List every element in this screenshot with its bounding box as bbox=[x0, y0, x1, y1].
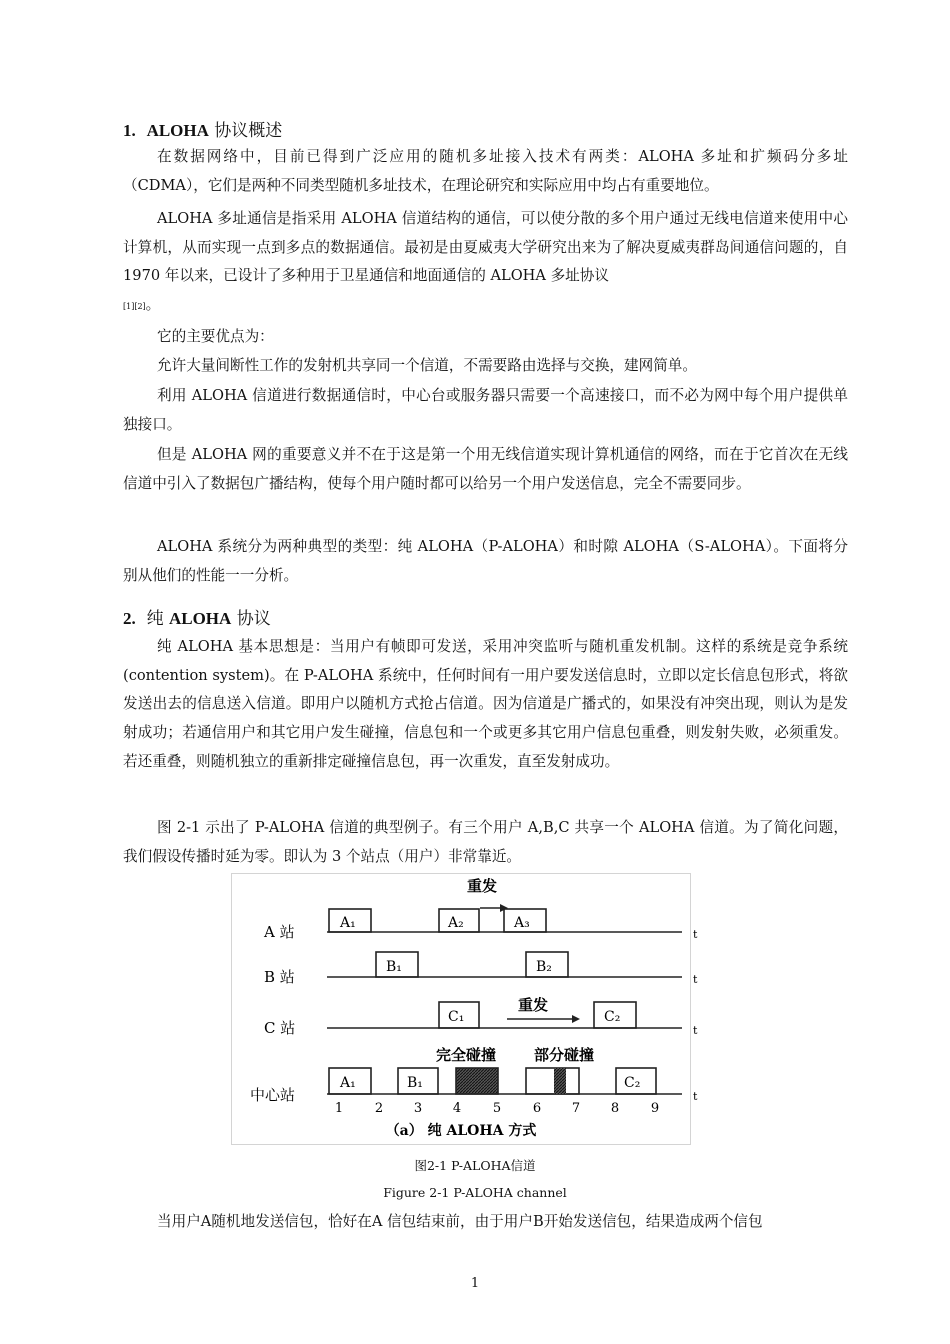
axis-t: t bbox=[693, 928, 698, 941]
figure-p-aloha bbox=[231, 873, 698, 1145]
paragraph: 当用户A随机地发送信包，恰好在A 信包结束前，由于用户B开始发送信包，结果造成两个信包 bbox=[157, 1213, 763, 1230]
paragraph: ALOHA 系统分为两种典型的类型：纯 ALOHA（P-ALOHA）和时隙 ALOHA（S-ALOHA）。下面将分别从他们的性能一一分析。 bbox=[123, 538, 848, 584]
packet-label: B₂ bbox=[536, 959, 552, 975]
section-1-heading: 1. ALOHA 协议概述 bbox=[123, 121, 283, 141]
full-collision-block bbox=[456, 1068, 498, 1094]
paragraph: 纯 ALOHA 基本思想是：当用户有帧即可发送，采用冲突监听与随机重发机制。这样的系统是竞争系统(contention system)。在 P-ALOHA 系统中，任何时间有一用户要发送信息时，立即以定长信息包形式，将欲发送出去的信息送入信道。即用户以随机方式抢占信道。因为信道是广播式的，如果没有冲突出现，则认为是发射成功；若通信用户和其它用户发生碰撞，信息包和一个或更多其它用户信息包重叠，则发射失败，必须重发。若还重叠，则随机独立的重新排定碰撞信息包，再一次重发，直至发射成功。 bbox=[123, 638, 848, 770]
packet-center-partial bbox=[526, 1068, 579, 1094]
axis-t: t bbox=[693, 1024, 698, 1037]
figure-caption-en: Figure 2-1 P-ALOHA channel bbox=[383, 1185, 567, 1200]
axis-t: t bbox=[693, 973, 698, 986]
tick-label: 7 bbox=[571, 1101, 581, 1116]
full-collision-label: 完全碰撞 bbox=[436, 1046, 497, 1064]
packet-label: C₁ bbox=[448, 1009, 465, 1025]
citation: [1][2] bbox=[123, 302, 146, 312]
row-label-center: 中心站 bbox=[250, 1086, 296, 1104]
packet-label: C₂ bbox=[604, 1009, 621, 1025]
packet-label: B₁ bbox=[407, 1075, 423, 1091]
paragraph: 在数据网络中，目前已得到广泛应用的随机多址接入技术有两类：ALOHA 多址和扩频码分多址（CDMA），它们是两种不同类型随机多址技术，在理论研究和实际应用中均占有重要地位。 bbox=[123, 148, 848, 194]
packet-label: A₃ bbox=[514, 915, 530, 931]
figure-caption-cn: 图2-1 P-ALOHA信道 bbox=[414, 1158, 536, 1173]
row-label-a: A 站 bbox=[264, 923, 295, 941]
figure-subcaption: （a） 纯 ALOHA 方式 bbox=[385, 1123, 537, 1139]
tick-label: 9 bbox=[650, 1101, 660, 1116]
paragraph: 利用 ALOHA 信道进行数据通信时，中心台或服务器只需要一个高速接口，而不必为网中每个用户提供单独接口。 bbox=[123, 387, 848, 433]
row-label-b: B 站 bbox=[264, 968, 295, 986]
page-number: 1 bbox=[470, 1276, 480, 1291]
tick-label: 5 bbox=[492, 1101, 502, 1116]
timing-diagram bbox=[232, 874, 698, 1144]
paragraph: 图 2-1 示出了 P-ALOHA 信道的典型例子。有三个用户 A,B,C 共享一个 ALOHA 信道。为了简化问题，我们假设传播时延为零。即认为 3 个站点（用户）非常靠近。 bbox=[123, 819, 848, 865]
partial-collision-block bbox=[554, 1068, 566, 1094]
retransmit-label-a: 重发 bbox=[467, 877, 498, 895]
row-label-c: C 站 bbox=[264, 1019, 296, 1037]
packet-label: A₁ bbox=[340, 915, 356, 931]
paragraph: 它的主要优点为： bbox=[157, 328, 274, 345]
paragraph: 允许大量间断性工作的发射机共享同一个信道，不需要路由选择与交换，建网简单。 bbox=[157, 357, 697, 374]
tick-label: 6 bbox=[532, 1101, 542, 1116]
tick-label: 1 bbox=[334, 1101, 344, 1116]
packet-label: A₁ bbox=[340, 1075, 356, 1091]
packet-label: B₁ bbox=[386, 959, 402, 975]
section-2-heading: 2. 纯 ALOHA 协议 bbox=[123, 609, 271, 629]
tick-label: 2 bbox=[374, 1101, 384, 1116]
packet-label: C₂ bbox=[624, 1075, 641, 1091]
axis-t: t bbox=[693, 1090, 698, 1103]
paragraph: ALOHA 多址通信是指采用 ALOHA 信道结构的通信，可以使分散的多个用户通过无线电信道来使用中心计算机，从而实现一点到多点的数据通信。最初是由夏威夷大学研究出来为了解决夏威夷群岛间通信问题的，自 1970 年以来，已设计了多种用于卫星通信和地面通信的 ALOHA 多址协议 [1][2]。 bbox=[123, 210, 848, 314]
tick-label: 3 bbox=[413, 1101, 423, 1116]
tick-label: 4 bbox=[452, 1101, 462, 1116]
packet-label: A₂ bbox=[448, 915, 464, 931]
retransmit-label-c: 重发 bbox=[518, 996, 549, 1014]
partial-collision-label: 部分碰撞 bbox=[534, 1046, 595, 1064]
paragraph: 但是 ALOHA 网的重要意义并不在于这是第一个用无线信道实现计算机通信的网络，而在于它首次在无线信道中引入了数据包广播结构，使每个用户随时都可以给另一个用户发送信息，完全不需要同步。 bbox=[123, 446, 848, 492]
tick-label: 8 bbox=[610, 1101, 620, 1116]
